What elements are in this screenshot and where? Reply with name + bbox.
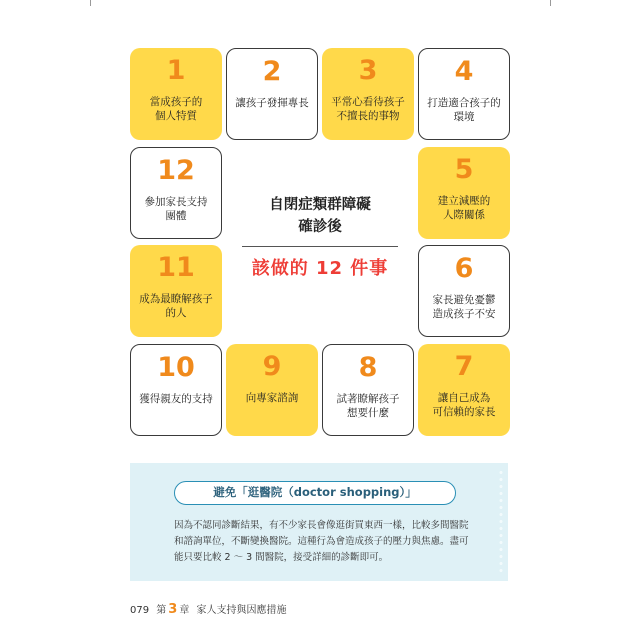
step-card-6: [418, 245, 510, 337]
page-footer: [130, 601, 287, 617]
step-card-8: [322, 344, 414, 436]
step-label: 讓孩子發揮專長: [235, 97, 309, 109]
step-number: 3: [358, 55, 378, 86]
center-divider: [242, 246, 398, 247]
step-number: 10: [157, 352, 195, 383]
step-number: 1: [166, 55, 186, 86]
step-number: 5: [454, 154, 474, 185]
step-label: 向專家諮詢: [245, 392, 299, 404]
page-number: 079: [130, 605, 150, 616]
step-label: 參加家長支持 團體: [144, 196, 208, 222]
step-card-10: [130, 344, 222, 436]
step-number: 9: [262, 351, 282, 382]
step-label: 當成孩子的 個人特質: [149, 96, 203, 122]
step-card-3: [322, 48, 414, 140]
note-body: 因為不認同診斷結果，有不少家長會像逛街買東西一樣，比較多間醫院和諮詢單位，不斷變換醫院。這種行為會造成孩子的壓力與焦慮。盡可能只要比較 2 ～ 3 間醫院，接受詳細的診斷即可。: [174, 520, 469, 563]
step-label: 讓自己成為 可信賴的家長: [432, 392, 496, 418]
step-number: 11: [157, 252, 195, 283]
step-card-12: [130, 147, 222, 239]
chapter-number: 3: [168, 602, 178, 617]
center-subtitle: 該做的 12 件事: [251, 258, 389, 279]
step-number: 12: [157, 155, 195, 186]
step-label: 平常心看待孩子 不擅長的事物: [331, 96, 405, 122]
chapter-title: 家人支持與因應措施: [196, 605, 287, 616]
chapter-prefix: 第: [156, 605, 167, 616]
step-label: 獲得親友的支持: [139, 393, 213, 405]
trim-mark-left: [90, 0, 91, 6]
note-heading: 避免「逛醫院（doctor shopping）」: [174, 481, 456, 505]
step-label: 打造適合孩子的 環境: [427, 97, 501, 123]
step-card-11: [130, 245, 222, 337]
step-number: 7: [454, 351, 474, 382]
step-card-2: [226, 48, 318, 140]
step-number: 6: [454, 253, 474, 284]
step-card-5: [418, 147, 510, 239]
step-label: 家長避免憂鬱 造成孩子不安: [432, 294, 496, 320]
trim-mark-right: [550, 0, 551, 6]
chapter-suffix: 章: [179, 605, 190, 616]
step-number: 4: [454, 56, 474, 87]
step-card-9: [226, 344, 318, 436]
step-number: 8: [358, 352, 378, 383]
step-label: 建立減壓的 人際關係: [437, 195, 491, 221]
step-label: 成為最瞭解孩子 的人: [139, 293, 213, 319]
step-card-4: [418, 48, 510, 140]
step-label: 試著瞭解孩子 想要什麼: [336, 393, 400, 419]
step-card-1: [130, 48, 222, 140]
center-title: 自閉症類群障礙 確診後: [269, 197, 371, 235]
note-dot-border: [498, 469, 504, 575]
step-card-7: [418, 344, 510, 436]
note-box: [130, 463, 508, 581]
step-number: 2: [262, 56, 282, 87]
